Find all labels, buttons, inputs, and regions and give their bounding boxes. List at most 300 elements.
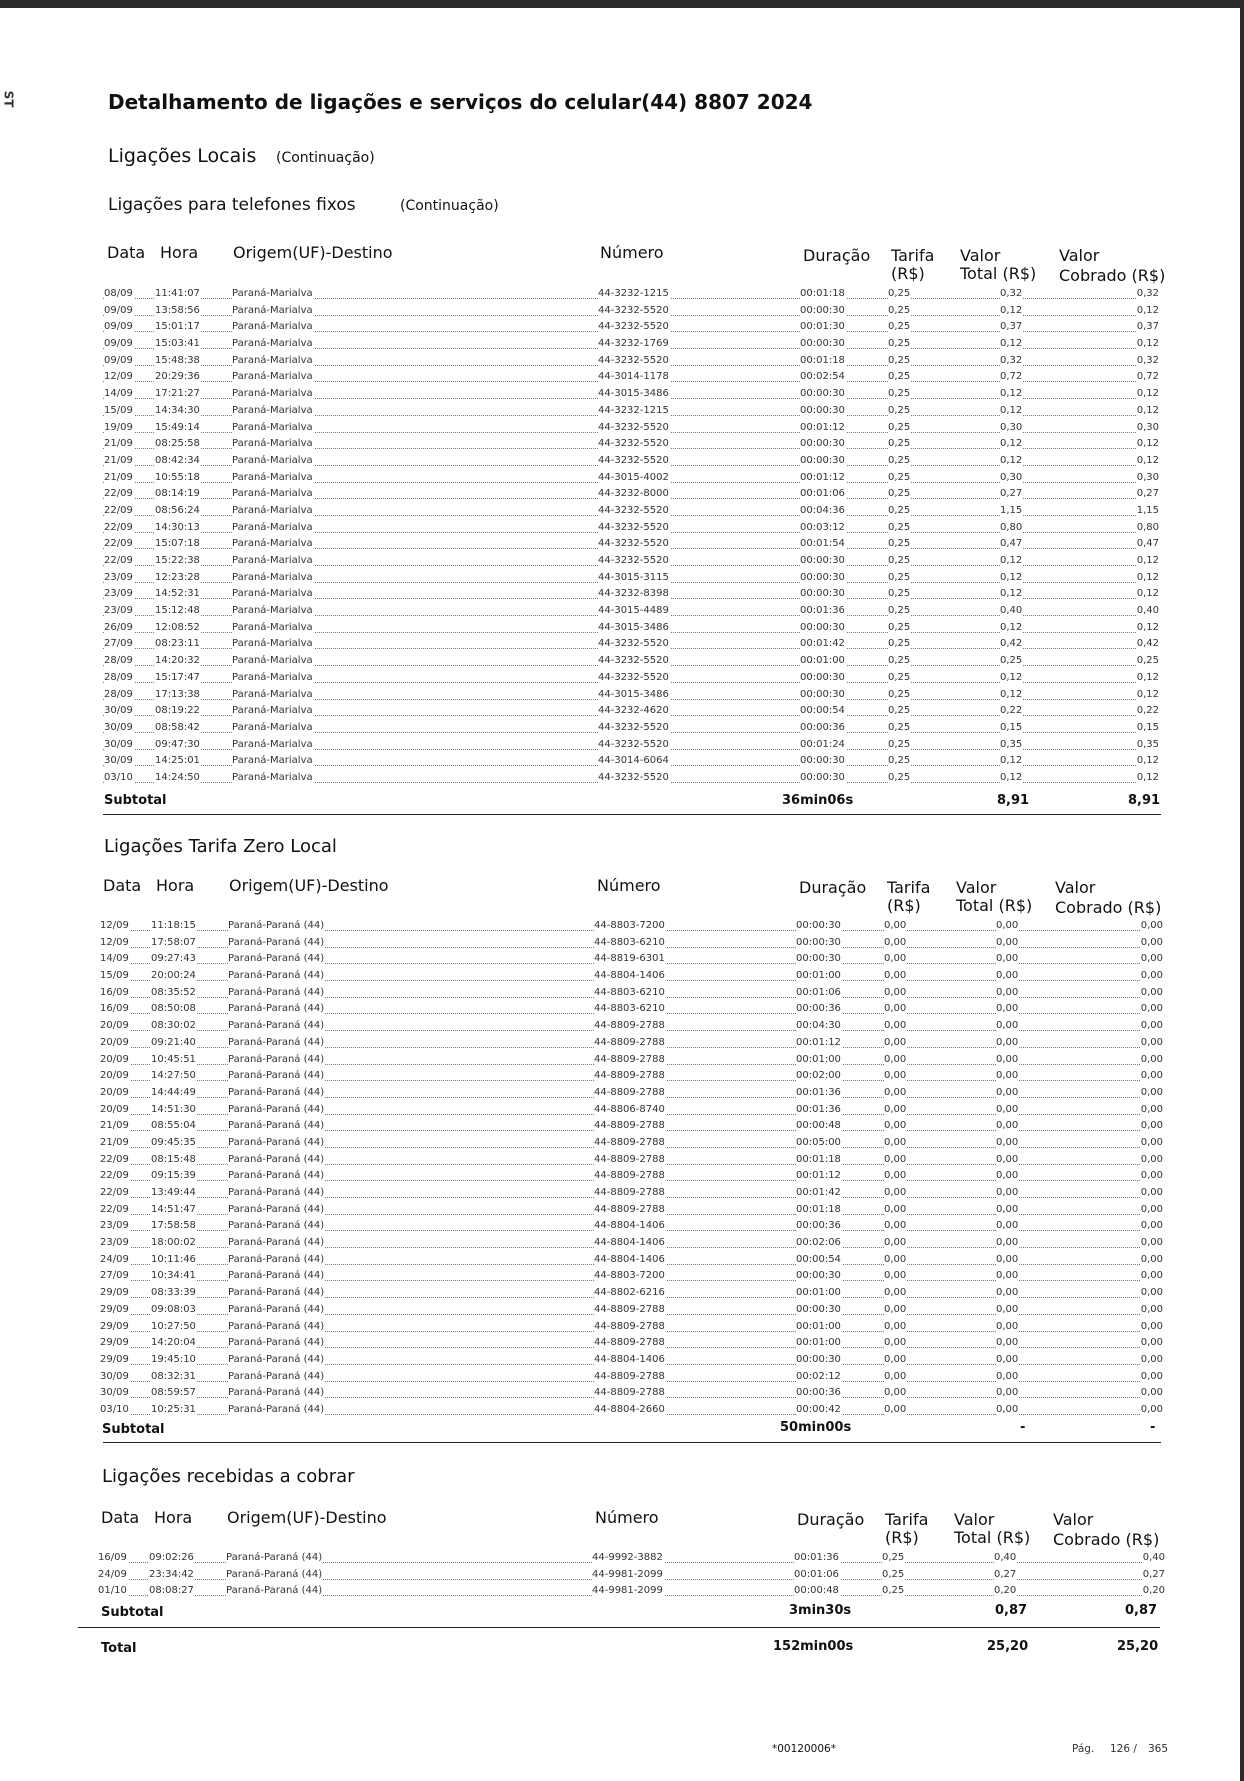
cell-data: 20/09 — [100, 1020, 129, 1032]
cell-duracao: 00:01:36 — [796, 1103, 841, 1115]
cell-valor-total: 0,12 — [1000, 571, 1023, 583]
table-row — [0, 503, 1240, 520]
cell-tarifa: 0,25 — [888, 488, 911, 500]
cell-data: 20/09 — [100, 1036, 129, 1048]
cell-numero: 44-8809-2788 — [594, 1303, 665, 1315]
table-row — [0, 1102, 1240, 1119]
cell-data: 27/09 — [104, 638, 133, 650]
divider — [103, 814, 1161, 815]
cell-tarifa: 0,00 — [884, 1036, 907, 1048]
col-valor-total-2: Total (R$) — [956, 896, 1033, 915]
table-a-cobrar — [0, 1550, 1240, 1600]
col-hora: Hora — [160, 243, 199, 262]
cell-data: 22/09 — [100, 1187, 129, 1198]
cell-hora: 08:33:39 — [151, 1287, 196, 1299]
cell-duracao: 00:00:36 — [796, 1387, 841, 1399]
cell-valor-total: 0,00 — [996, 1086, 1019, 1098]
cell-duracao: 00:01:00 — [796, 1287, 841, 1299]
cell-duracao: 00:01:06 — [794, 1568, 839, 1580]
cell-hora: 10:45:51 — [151, 1053, 196, 1065]
table-row — [0, 1035, 1240, 1052]
cell-origem: Paraná-Paraná (44) — [228, 1303, 325, 1315]
cell-origem: Paraná-Paraná (44) — [228, 1220, 325, 1232]
cell-numero: 44-3232-5520 — [598, 504, 669, 516]
cell-valor-total: 0,00 — [996, 1237, 1019, 1249]
cell-data: 23/09 — [104, 588, 133, 600]
table-row — [0, 670, 1240, 687]
table-row — [0, 1369, 1240, 1386]
cell-tarifa: 0,25 — [888, 538, 911, 550]
cell-tarifa: 0,25 — [888, 288, 911, 299]
cell-origem: Paraná-Paraná (44) — [228, 936, 325, 948]
cell-tarifa: 0,25 — [888, 321, 911, 333]
cell-tarifa: 0,25 — [888, 738, 911, 750]
cell-numero: 44-3232-4620 — [598, 705, 669, 717]
side-mark: ST — [1, 90, 16, 108]
table-row — [0, 918, 1240, 935]
cell-valor-cobrado: 0,15 — [1136, 721, 1159, 733]
cell-duracao: 00:04:30 — [796, 1020, 841, 1032]
table-row — [0, 286, 1240, 303]
cell-origem: Paraná-Marialva — [232, 688, 313, 700]
cell-tarifa: 0,25 — [888, 388, 911, 400]
cell-origem: Paraná-Paraná (44) — [228, 1253, 325, 1265]
col-origem: Origem(UF)-Destino — [233, 243, 393, 262]
cell-valor-total: 0,00 — [996, 1253, 1019, 1265]
cell-data: 22/09 — [104, 555, 133, 566]
cell-valor-total: 0,32 — [1000, 354, 1023, 366]
subsection-title: Ligações para telefones fixos — [108, 195, 356, 215]
cell-valor-total: 0,00 — [996, 1370, 1019, 1382]
cell-duracao: 00:01:06 — [796, 986, 841, 998]
cell-numero: 44-3015-3486 — [598, 688, 669, 700]
cell-hora: 15:49:14 — [155, 421, 200, 433]
cell-valor-cobrado: 0,00 — [1140, 1136, 1163, 1148]
cell-valor-cobrado: 0,12 — [1136, 438, 1159, 450]
cell-origem: Paraná-Marialva — [232, 655, 313, 667]
cell-data: 29/09 — [100, 1287, 129, 1299]
cell-origem: Paraná-Paraná (44) — [228, 1036, 325, 1048]
cell-origem: Paraná-Marialva — [232, 755, 313, 767]
cell-hora: 12:08:52 — [155, 621, 200, 633]
cell-numero: 44-3232-5520 — [598, 655, 669, 667]
table-row — [0, 1052, 1240, 1069]
cell-hora: 15:01:17 — [155, 321, 200, 333]
table-row — [0, 369, 1240, 386]
cell-data: 23/09 — [104, 571, 133, 583]
cell-data: 29/09 — [100, 1337, 129, 1349]
cell-numero: 44-8803-6210 — [594, 936, 665, 948]
cell-valor-total: 0,12 — [1000, 755, 1023, 767]
cell-valor-total: 0,25 — [1000, 655, 1023, 667]
cell-hora: 08:14:19 — [155, 488, 200, 500]
cell-numero: 44-3232-5520 — [598, 421, 669, 433]
cell-data: 14/09 — [100, 953, 129, 965]
table-row — [0, 319, 1240, 336]
cell-valor-total: 0,12 — [1000, 588, 1023, 600]
cell-valor-cobrado: 0,72 — [1136, 371, 1159, 383]
cell-hora: 08:58:42 — [155, 721, 200, 733]
cell-valor-total: 0,27 — [1000, 488, 1023, 500]
cell-tarifa: 0,00 — [884, 1020, 907, 1032]
cell-tarifa: 0,25 — [888, 721, 911, 733]
col-data: Data — [107, 243, 146, 262]
cell-valor-cobrado: 0,32 — [1136, 288, 1159, 299]
cell-duracao: 00:02:12 — [796, 1370, 841, 1382]
cell-hora: 11:18:15 — [151, 920, 196, 931]
table-row — [0, 1285, 1240, 1302]
cell-tarifa: 0,25 — [888, 655, 911, 667]
cell-valor-total: 0,12 — [1000, 771, 1023, 783]
cell-hora: 09:08:03 — [151, 1303, 196, 1315]
cell-valor-cobrado: 0,00 — [1140, 1053, 1163, 1065]
cell-hora: 14:20:32 — [155, 655, 200, 667]
cell-origem: Paraná-Paraná (44) — [228, 1320, 325, 1332]
cell-origem: Paraná-Marialva — [232, 705, 313, 717]
cell-tarifa: 0,25 — [882, 1568, 905, 1580]
cell-origem: Paraná-Paraná (44) — [228, 1403, 325, 1415]
cell-valor-total: 0,35 — [1000, 738, 1023, 750]
col-tarifa: Tarifa — [885, 1510, 929, 1529]
cell-numero: 44-9981-2099 — [592, 1568, 663, 1580]
cell-tarifa: 0,25 — [882, 1552, 905, 1563]
table-row — [0, 1583, 1240, 1600]
cell-hora: 17:58:58 — [151, 1220, 196, 1232]
cell-valor-total: 0,00 — [996, 1270, 1019, 1282]
cell-duracao: 00:01:00 — [796, 1337, 841, 1349]
cell-valor-total: 0,00 — [996, 1353, 1019, 1365]
cell-tarifa: 0,00 — [884, 1187, 907, 1198]
cell-duracao: 00:03:12 — [800, 521, 845, 533]
cell-valor-total: 0,00 — [996, 986, 1019, 998]
table-row — [0, 470, 1240, 487]
cell-origem: Paraná-Paraná (44) — [228, 1170, 325, 1182]
cell-valor-total: 0,00 — [996, 1287, 1019, 1299]
cell-valor-total: 0,00 — [996, 970, 1019, 982]
cell-valor-cobrado: 0,12 — [1136, 688, 1159, 700]
cell-hora: 14:44:49 — [151, 1086, 196, 1098]
cell-valor-total: 0,00 — [996, 1003, 1019, 1015]
cell-valor-cobrado: 0,00 — [1140, 1070, 1163, 1082]
cell-valor-cobrado: 0,12 — [1136, 304, 1159, 316]
cell-origem: Paraná-Paraná (44) — [226, 1585, 323, 1597]
cell-data: 22/09 — [104, 504, 133, 516]
cell-numero: 44-3232-5520 — [598, 721, 669, 733]
cell-valor-total: 0,00 — [996, 1187, 1019, 1198]
cell-valor-cobrado: 0,25 — [1136, 655, 1159, 667]
cell-numero: 44-8804-1406 — [594, 1237, 665, 1249]
col-valor-cobrado: Valor — [1055, 878, 1096, 897]
cell-duracao: 00:01:18 — [800, 354, 845, 366]
cell-valor-total: 0,12 — [1000, 304, 1023, 316]
cell-tarifa: 0,00 — [884, 1086, 907, 1098]
cell-valor-total: 0,00 — [996, 1153, 1019, 1165]
cell-hora: 09:21:40 — [151, 1036, 196, 1048]
cell-duracao: 00:00:42 — [796, 1403, 841, 1415]
cell-tarifa: 0,25 — [888, 454, 911, 466]
cell-tarifa: 0,00 — [884, 1053, 907, 1065]
col-hora: Hora — [154, 1508, 193, 1527]
cell-numero: 44-8809-2788 — [594, 1020, 665, 1032]
cell-hora: 14:25:01 — [155, 755, 200, 767]
cell-tarifa: 0,25 — [888, 621, 911, 633]
cell-hora: 09:47:30 — [155, 738, 200, 750]
cell-data: 14/09 — [104, 388, 133, 400]
cell-tarifa: 0,00 — [884, 1003, 907, 1015]
cell-tarifa: 0,00 — [884, 1153, 907, 1165]
cell-tarifa: 0,25 — [888, 588, 911, 600]
cell-valor-cobrado: 0,00 — [1140, 1403, 1163, 1415]
cell-tarifa: 0,25 — [888, 438, 911, 450]
table-row — [0, 1218, 1240, 1235]
col-tarifa: Tarifa — [887, 878, 931, 897]
cell-duracao: 00:01:18 — [796, 1203, 841, 1215]
table-row — [0, 1335, 1240, 1352]
cell-duracao: 00:01:00 — [800, 655, 845, 667]
table-row — [0, 586, 1240, 603]
cell-numero: 44-9981-2099 — [592, 1585, 663, 1597]
table-row — [0, 770, 1240, 787]
cell-data: 23/09 — [104, 605, 133, 617]
cell-numero: 44-3232-8398 — [598, 588, 669, 600]
cell-origem: Paraná-Marialva — [232, 438, 313, 450]
cell-data: 30/09 — [104, 755, 133, 767]
cell-valor-total: 0,00 — [996, 1220, 1019, 1232]
cell-valor-total: 0,00 — [996, 1320, 1019, 1332]
cell-valor-cobrado: 0,00 — [1140, 1320, 1163, 1332]
cell-tarifa: 0,00 — [884, 1303, 907, 1315]
cell-data: 09/09 — [104, 304, 133, 316]
cell-origem: Paraná-Marialva — [232, 371, 313, 383]
cell-tarifa: 0,25 — [888, 571, 911, 583]
table-row — [0, 520, 1240, 537]
cell-duracao: 00:01:18 — [800, 288, 845, 299]
cell-origem: Paraná-Paraná (44) — [228, 1136, 325, 1148]
cell-duracao: 00:00:36 — [796, 1220, 841, 1232]
cell-origem: Paraná-Paraná (44) — [228, 1086, 325, 1098]
cell-duracao: 00:00:30 — [796, 1353, 841, 1365]
cell-hora: 14:51:47 — [151, 1203, 196, 1215]
subtotal-valor-cobrado: 8,91 — [1128, 793, 1161, 808]
cell-valor-total: 0,32 — [1000, 288, 1023, 299]
table-row — [0, 403, 1240, 420]
cell-origem: Paraná-Marialva — [232, 771, 313, 783]
cell-numero: 44-8802-6216 — [594, 1287, 665, 1299]
cell-data: 21/09 — [104, 438, 133, 450]
col-tarifa-unit: (R$) — [885, 1528, 919, 1547]
col-tarifa: Tarifa — [891, 246, 935, 265]
cell-duracao: 00:01:12 — [796, 1170, 841, 1182]
col-data: Data — [103, 876, 142, 895]
statement-page — [0, 8, 1240, 1781]
cell-hora: 08:32:31 — [151, 1370, 196, 1382]
cell-data: 20/09 — [100, 1053, 129, 1065]
cell-valor-cobrado: 0,22 — [1136, 705, 1159, 717]
cell-data: 23/09 — [100, 1220, 129, 1232]
table-row — [0, 536, 1240, 553]
cell-hora: 08:56:24 — [155, 504, 200, 516]
cell-duracao: 00:01:24 — [800, 738, 845, 750]
cell-origem: Paraná-Marialva — [232, 321, 313, 333]
cell-data: 12/09 — [100, 920, 129, 931]
cell-data: 23/09 — [100, 1237, 129, 1249]
col-hora: Hora — [156, 876, 195, 895]
cell-tarifa: 0,25 — [888, 338, 911, 350]
cell-origem: Paraná-Paraná (44) — [228, 953, 325, 965]
cell-tarifa: 0,00 — [884, 1136, 907, 1148]
cell-data: 21/09 — [104, 471, 133, 483]
cell-numero: 44-3232-5520 — [598, 438, 669, 450]
cell-duracao: 00:01:36 — [800, 605, 845, 617]
cell-valor-cobrado: 0,40 — [1142, 1552, 1165, 1563]
cell-data: 09/09 — [104, 321, 133, 333]
cell-valor-cobrado: 1,15 — [1136, 504, 1159, 516]
cell-valor-total: 0,12 — [1000, 388, 1023, 400]
cell-valor-total: 0,72 — [1000, 371, 1023, 383]
cell-valor-cobrado: 0,32 — [1136, 354, 1159, 366]
cell-valor-total: 0,00 — [996, 1403, 1019, 1415]
total-valor-cobrado: 25,20 — [1117, 1639, 1159, 1654]
col-valor-cobrado: Valor — [1053, 1510, 1094, 1529]
cell-numero: 44-3014-6064 — [598, 755, 669, 767]
cell-tarifa: 0,00 — [884, 936, 907, 948]
cell-tarifa: 0,25 — [888, 504, 911, 516]
cell-duracao: 00:00:30 — [800, 688, 845, 700]
cell-tarifa: 0,00 — [884, 1220, 907, 1232]
cell-valor-cobrado: 0,12 — [1136, 454, 1159, 466]
cell-origem: Paraná-Paraná (44) — [228, 1353, 325, 1365]
cell-valor-cobrado: 0,00 — [1140, 953, 1163, 965]
cell-hora: 19:45:10 — [151, 1353, 196, 1365]
cell-valor-cobrado: 0,00 — [1140, 1353, 1163, 1365]
table-row — [0, 1118, 1240, 1135]
cell-hora: 18:00:02 — [151, 1237, 196, 1249]
cell-numero: 44-8809-2788 — [594, 1086, 665, 1098]
cell-duracao: 00:00:54 — [800, 705, 845, 717]
cell-numero: 44-3014-1178 — [598, 371, 669, 383]
cell-numero: 44-8804-1406 — [594, 1220, 665, 1232]
cell-numero: 44-8809-2788 — [594, 1370, 665, 1382]
cell-data: 15/09 — [104, 404, 133, 416]
cell-tarifa: 0,25 — [888, 688, 911, 700]
cell-duracao: 00:02:54 — [800, 371, 845, 383]
cell-numero: 44-3232-1215 — [598, 288, 669, 299]
cell-hora: 11:41:07 — [155, 288, 200, 299]
col-duracao: Duração — [803, 246, 871, 265]
cell-tarifa: 0,25 — [888, 404, 911, 416]
cell-valor-cobrado: 0,27 — [1142, 1568, 1165, 1580]
cell-duracao: 00:00:36 — [796, 1003, 841, 1015]
cell-origem: Paraná-Paraná (44) — [228, 1153, 325, 1165]
cell-duracao: 00:01:12 — [796, 1036, 841, 1048]
cell-duracao: 00:01:00 — [796, 1053, 841, 1065]
cell-valor-total: 0,12 — [1000, 454, 1023, 466]
cell-valor-total: 0,00 — [996, 1203, 1019, 1215]
cell-tarifa: 0,00 — [884, 1403, 907, 1415]
cell-valor-total: 0,42 — [1000, 638, 1023, 650]
table-row — [0, 1185, 1240, 1202]
cell-hora: 15:22:38 — [155, 555, 200, 566]
cell-origem: Paraná-Paraná (44) — [228, 1387, 325, 1399]
cell-duracao: 00:00:30 — [800, 555, 845, 566]
cell-valor-total: 0,15 — [1000, 721, 1023, 733]
col-valor-cobrado: Valor — [1059, 246, 1100, 265]
cell-numero: 44-8803-7200 — [594, 920, 665, 931]
cell-origem: Paraná-Marialva — [232, 488, 313, 500]
cell-duracao: 00:01:00 — [796, 1320, 841, 1332]
cell-origem: Paraná-Paraná (44) — [228, 1237, 325, 1249]
document-title: Detalhamento de ligações e serviços do celular(44) 8807 2024 — [108, 90, 813, 114]
cell-valor-cobrado: 0,00 — [1140, 1187, 1163, 1198]
cell-hora: 09:02:26 — [149, 1552, 194, 1563]
cell-data: 29/09 — [100, 1353, 129, 1365]
cell-valor-total: 0,00 — [996, 920, 1019, 931]
cell-valor-total: 0,12 — [1000, 338, 1023, 350]
cell-data: 12/09 — [100, 936, 129, 948]
section-title-a-cobrar: Ligações recebidas a cobrar — [102, 1466, 355, 1487]
cell-data: 12/09 — [104, 371, 133, 383]
cell-numero: 44-8804-1406 — [594, 970, 665, 982]
cell-origem: Paraná-Paraná (44) — [228, 1053, 325, 1065]
cell-hora: 09:45:35 — [151, 1136, 196, 1148]
cell-hora: 08:30:02 — [151, 1020, 196, 1032]
cell-valor-total: 0,00 — [996, 936, 1019, 948]
cell-valor-cobrado: 0,00 — [1140, 1253, 1163, 1265]
cell-duracao: 00:00:54 — [796, 1253, 841, 1265]
divider — [78, 1627, 1160, 1628]
cell-valor-cobrado: 0,12 — [1136, 338, 1159, 350]
cell-hora: 15:17:47 — [155, 671, 200, 683]
cell-data: 03/10 — [100, 1403, 129, 1415]
cell-tarifa: 0,25 — [888, 521, 911, 533]
cell-origem: Paraná-Paraná (44) — [228, 920, 325, 931]
cell-data: 19/09 — [104, 421, 133, 433]
cell-numero: 44-8809-2788 — [594, 1320, 665, 1332]
table-row — [0, 620, 1240, 637]
cell-valor-total: 0,47 — [1000, 538, 1023, 550]
cell-tarifa: 0,00 — [884, 1253, 907, 1265]
cell-hora: 14:34:30 — [155, 404, 200, 416]
cell-numero: 44-8809-2788 — [594, 1337, 665, 1349]
cell-origem: Paraná-Paraná (44) — [228, 1120, 325, 1132]
cell-numero: 44-3232-5520 — [598, 555, 669, 566]
cell-data: 15/09 — [100, 970, 129, 982]
cell-duracao: 00:00:30 — [796, 920, 841, 931]
cell-data: 29/09 — [100, 1320, 129, 1332]
subtotal-label: Subtotal — [101, 1605, 164, 1620]
cell-valor-cobrado: 0,00 — [1140, 1170, 1163, 1182]
cell-duracao: 00:00:30 — [796, 953, 841, 965]
cell-duracao: 00:00:30 — [796, 1270, 841, 1282]
cell-duracao: 00:00:30 — [800, 771, 845, 783]
cell-duracao: 00:00:30 — [800, 671, 845, 683]
cell-valor-total: 0,40 — [994, 1552, 1017, 1563]
cell-data: 24/09 — [98, 1568, 127, 1580]
cell-data: 22/09 — [100, 1203, 129, 1215]
cell-valor-total: 0,12 — [1000, 438, 1023, 450]
cell-data: 16/09 — [100, 1003, 129, 1015]
cell-valor-cobrado: 0,00 — [1140, 1370, 1163, 1382]
cell-valor-cobrado: 0,00 — [1140, 1103, 1163, 1115]
cell-valor-cobrado: 0,12 — [1136, 404, 1159, 416]
cell-hora: 20:00:24 — [151, 970, 196, 982]
cell-tarifa: 0,25 — [888, 705, 911, 717]
table-row — [0, 1235, 1240, 1252]
cell-valor-total: 0,30 — [1000, 471, 1023, 483]
cell-valor-cobrado: 0,00 — [1140, 1120, 1163, 1132]
cell-origem: Paraná-Marialva — [232, 571, 313, 583]
subtotal-valor-total: - — [1020, 1420, 1026, 1435]
